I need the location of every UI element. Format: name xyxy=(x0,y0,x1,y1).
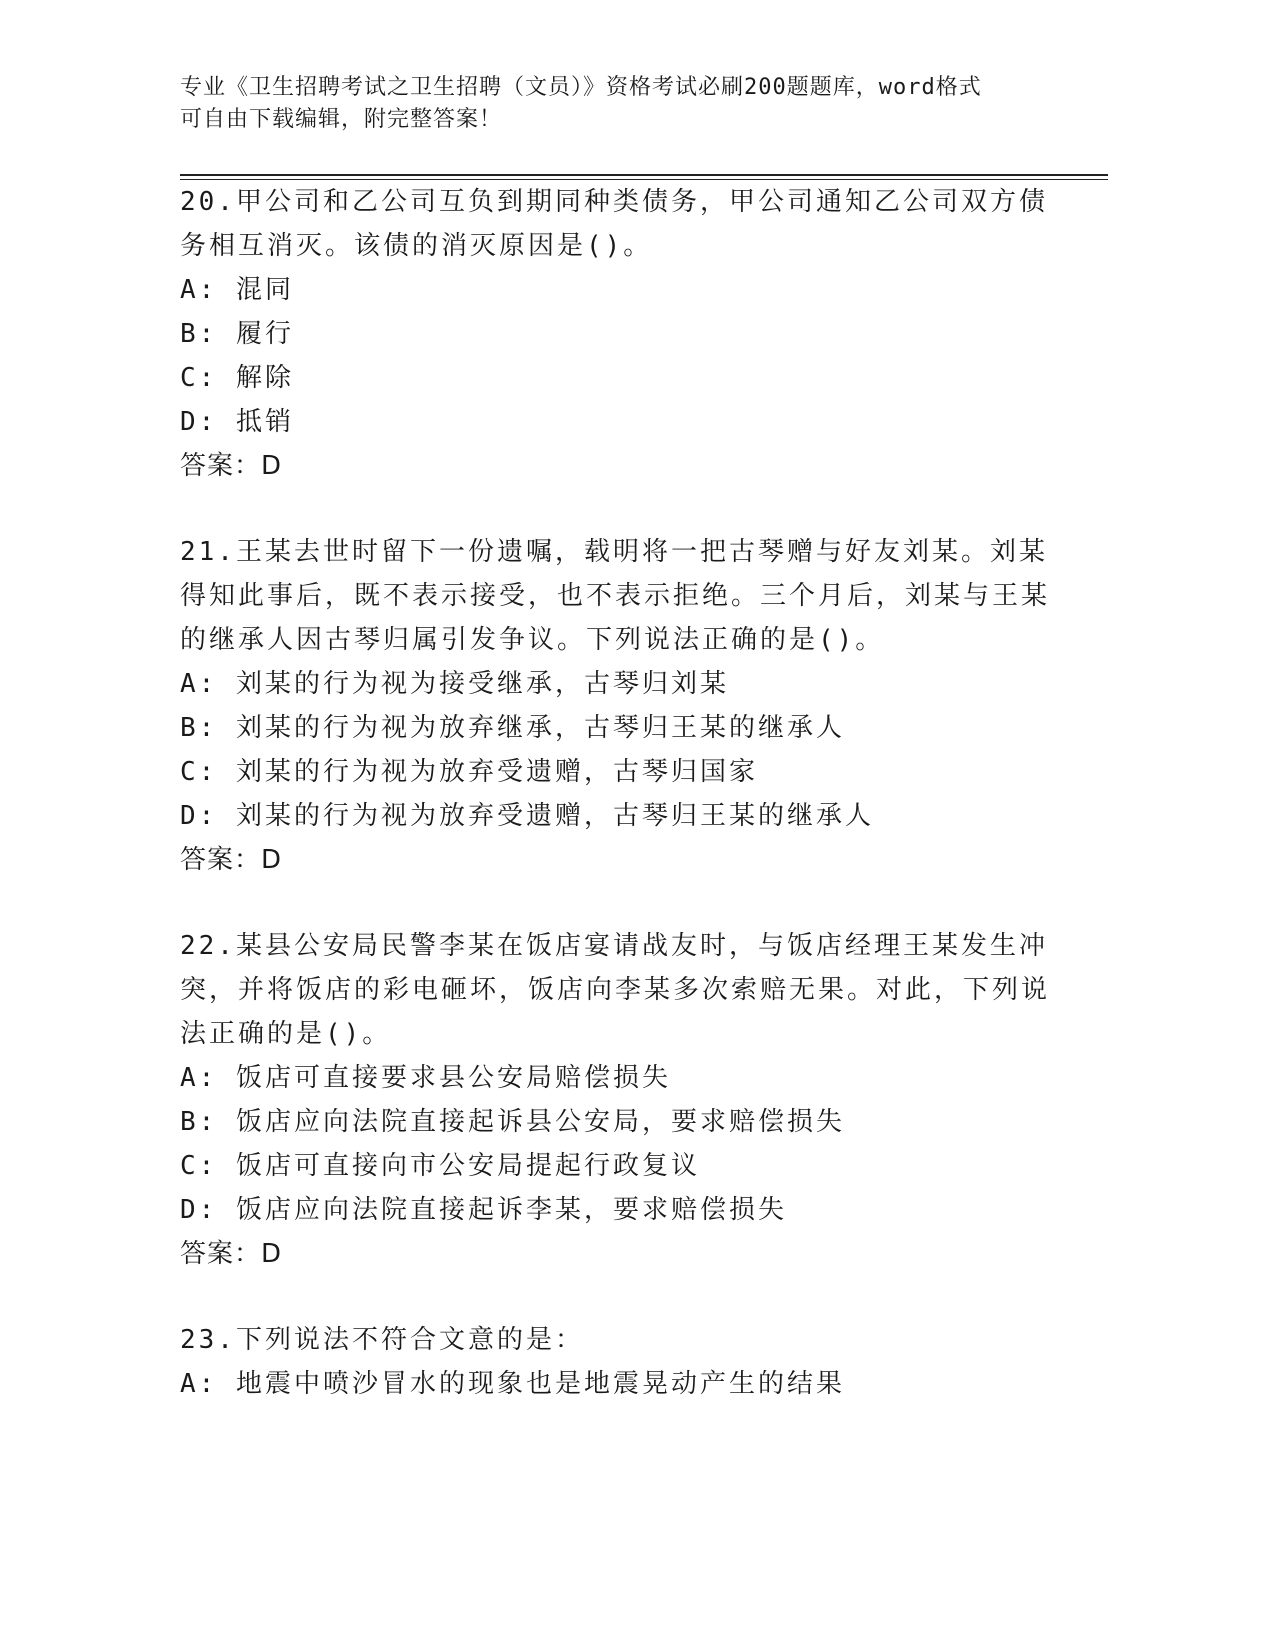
option-a: A: 饭店可直接要求县公安局赔偿损失 xyxy=(180,1063,671,1093)
option-c: C: 饭店可直接向市公安局提起行政复议 xyxy=(180,1151,700,1181)
question-21 xyxy=(180,530,1050,882)
answer-key: 答案：D xyxy=(180,1239,283,1269)
option-c: C: 解除 xyxy=(180,363,294,393)
option-c: C: 刘某的行为视为放弃受遗赠，古琴归国家 xyxy=(180,757,758,787)
option-d: D: 抵销 xyxy=(180,407,294,437)
question-stem: 22.某县公安局民警李某在饭店宴请战友时，与饭店经理王某发生冲突，并将饭店的彩电砸坏，饭店向李某多次索赔无果。对此，下列说法正确的是()。 xyxy=(180,931,1051,1049)
header-line-1: 专业《卫生招聘考试之卫生招聘（文员）》资格考试必刷200题题库，word格式 xyxy=(180,75,982,100)
question-stem: 20.甲公司和乙公司互负到期同种类债务，甲公司通知乙公司双方债务相互消灭。该债的消灭原因是()。 xyxy=(180,187,1048,261)
option-b: B: 饭店应向法院直接起诉县公安局，要求赔偿损失 xyxy=(180,1107,845,1137)
question-stem: 21.王某去世时留下一份遗嘱，载明将一把古琴赠与好友刘某。刘某得知此事后，既不表示接受，也不表示拒绝。三个月后，刘某与王某的继承人因古琴归属引发争议。下列说法正确的是()。 xyxy=(180,537,1051,655)
option-d: D: 刘某的行为视为放弃受遗赠，古琴归王某的继承人 xyxy=(180,801,874,831)
option-b: B: 刘某的行为视为放弃继承，古琴归王某的继承人 xyxy=(180,713,845,743)
document-header xyxy=(180,72,1040,136)
question-23 xyxy=(180,1318,1050,1406)
header-line-2: 可自由下载编辑，附完整答案！ xyxy=(180,107,503,132)
option-a: A: 刘某的行为视为接受继承，古琴归刘某 xyxy=(180,669,729,699)
option-a: A: 混同 xyxy=(180,275,294,305)
option-b: B: 履行 xyxy=(180,319,294,349)
header-divider-thick xyxy=(180,174,1108,176)
answer-key: 答案：D xyxy=(180,845,283,875)
option-a: A: 地震中喷沙冒水的现象也是地震晃动产生的结果 xyxy=(180,1369,845,1399)
question-22 xyxy=(180,924,1050,1276)
question-stem: 23.下列说法不符合文意的是： xyxy=(180,1325,584,1355)
question-20 xyxy=(180,180,1050,488)
question-list xyxy=(180,180,1050,1448)
answer-key: 答案：D xyxy=(180,451,283,481)
option-d: D: 饭店应向法院直接起诉李某，要求赔偿损失 xyxy=(180,1195,787,1225)
